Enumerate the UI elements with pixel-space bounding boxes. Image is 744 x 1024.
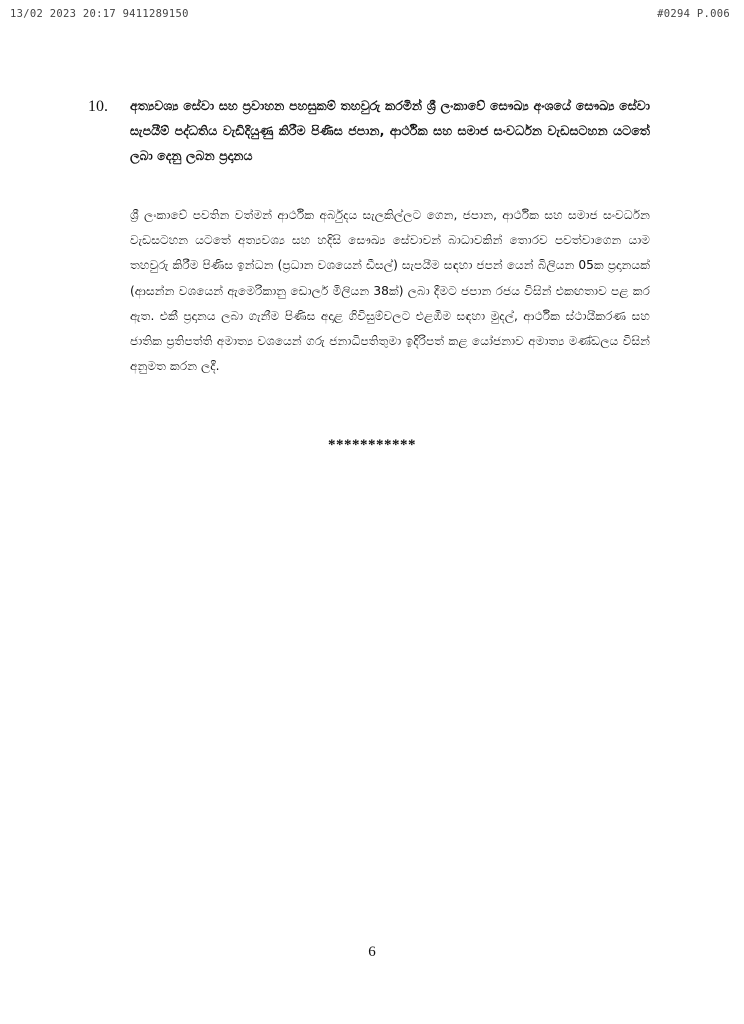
fax-header-date-time-number: 13/02 2023 20:17 9411289150 xyxy=(10,8,189,20)
fax-header xyxy=(10,8,730,22)
item-title: අත්‍යවශ්‍ය සේවා සහ ප්‍රවාහන පහසුකම් තහවුරු කරමින් ශ්‍රී ලංකාවේ සෞඛ්‍ය අංශයේ සෞඛ්‍ය සේවා සැපයීම් පද්ධතිය වැඩිදියුණු කිරීම පිණිස ජපාන, ආර්ථික සහ සමාජ සංවර්ධන වැඩසටහන යටතේ ලබා දෙනු ලබන ප්‍රදානය xyxy=(130,98,650,163)
fax-header-page-code: #0294 P.006 xyxy=(657,8,730,20)
item-number: 10. xyxy=(88,98,108,115)
page-number: 6 xyxy=(368,944,376,960)
section-separator: *********** xyxy=(328,437,416,453)
item-body-paragraph: ශ්‍රී ලංකාවේ පවතින වත්මන් ආර්ථික අර්බුදය සැලකිල්ලට ගෙන, ජපාන, ආර්ථික සහ සමාජ සංවර්ධන වැඩසටහන යටතේ අත්‍යවශ්‍ය සහ හදිසි සෞඛ්‍ය සේවාවන් බාධාවකින් තොරව පවත්වාගෙන යාම තහවුරු කිරීම පිණිස ඉන්ධන (ප්‍රධාන වශයෙන් ඩීසල්) සැපයීම සඳහා ජපන් යෙන් බිලියන 05ක ප්‍රදානයක් (ආසන්න වශයෙන් ඇමෙරිකානු ඩොලර් මිලියන 38ක්) ලබා දීමට ජපාන රජය විසින් එකඟතාව පළ කර ඇත. එකී ප්‍රදානය ලබා ගැනීම පිණිස අදාළ ගිවිසුම්වලට එළඹීම සඳහා මුදල්, ආර්ථික ස්ථායීකරණ සහ ජාතික ප්‍රතිපත්ති අමාත්‍ය වශයෙන් ගරු ජනාධිපතිතුමා ඉදිරිපත් කළ යෝජනාව අමාත්‍ය මණ්ඩලය විසින් අනුමත කරන ලදී. xyxy=(130,208,650,374)
